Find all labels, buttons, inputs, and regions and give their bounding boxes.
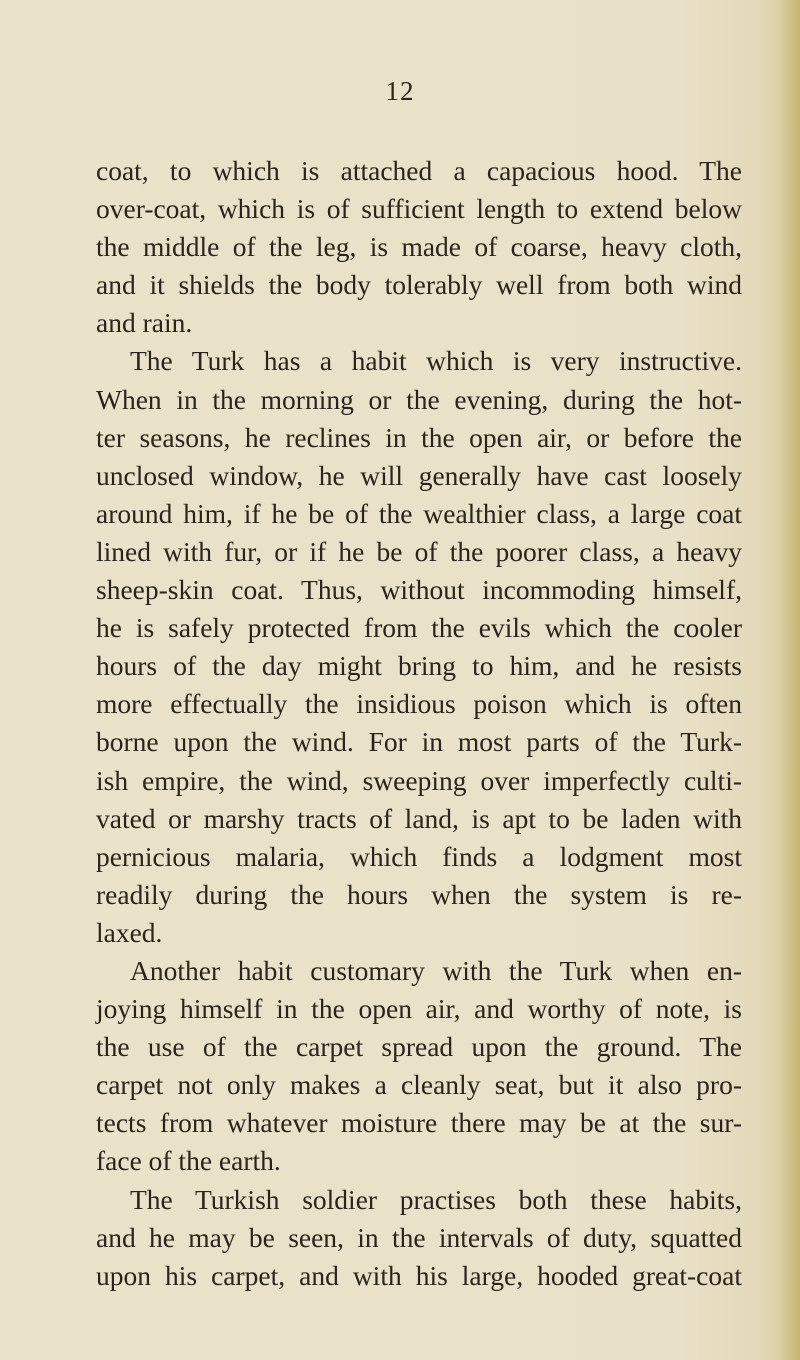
text-line: vated or marshy tracts of land, is apt to be laden with [96, 802, 742, 834]
text-line: borne upon the wind. For in most parts of the Turk- [96, 726, 742, 758]
page-edge-shading [778, 0, 800, 1360]
text-line: coat, to which is attached a capacious hood. The [96, 155, 742, 186]
text-line: the middle of the leg, is made of coarse, heavy cloth, [96, 231, 742, 263]
text-line: and he may be seen, in the intervals of duty, squatted [96, 1221, 742, 1253]
text-line: face of the earth. [96, 1145, 281, 1177]
text-line: When in the morning or the evening, during the hot- [96, 383, 742, 415]
page-number: 12 [385, 76, 415, 106]
text-line: joying himself in the open air, and worthy of note, is [96, 993, 742, 1025]
text-line: lined with fur, or if he be of the poorer class, a heavy [96, 535, 742, 567]
text-line: sheep-skin coat. Thus, without incommoding himself, [96, 574, 742, 606]
text-line: The Turkish soldier practises both these habits, [130, 1183, 742, 1215]
text-line: over-coat, which is of sufficient length to extend below [96, 193, 742, 225]
body-text [96, 152, 742, 1295]
text-line: around him, if he be of the wealthier class, a large coat [96, 497, 742, 529]
text-line: he is safely protected from the evils which the cooler [96, 612, 742, 644]
text-line: carpet not only makes a cleanly seat, but it also pro- [96, 1069, 742, 1101]
text-line: Another habit customary with the Turk when en- [130, 954, 742, 986]
text-line: laxed. [96, 916, 163, 948]
text-line: unclosed window, he will generally have cast loosely [96, 459, 742, 491]
text-line: the use of the carpet spread upon the ground. The [96, 1031, 742, 1063]
text-line: readily during the hours when the system is re- [96, 878, 742, 910]
text-line: and rain. [96, 307, 193, 339]
text-line: The Turk has a habit which is very instructive. [130, 345, 742, 377]
text-line: upon his carpet, and with his large, hooded great-coat [96, 1259, 742, 1291]
text-line: pernicious malaria, which finds a lodgment most [96, 840, 742, 872]
text-line: tects from whatever moisture there may be at the sur- [96, 1107, 742, 1139]
text-line: hours of the day might bring to him, and he resists [96, 650, 742, 682]
text-line: and it shields the body tolerably well from both wind [96, 269, 742, 301]
text-line: ter seasons, he reclines in the open air, or before the [96, 421, 742, 453]
text-line: more effectually the insidious poison which is often [96, 688, 742, 720]
text-line: ish empire, the wind, sweeping over imperfectly culti- [96, 764, 742, 796]
